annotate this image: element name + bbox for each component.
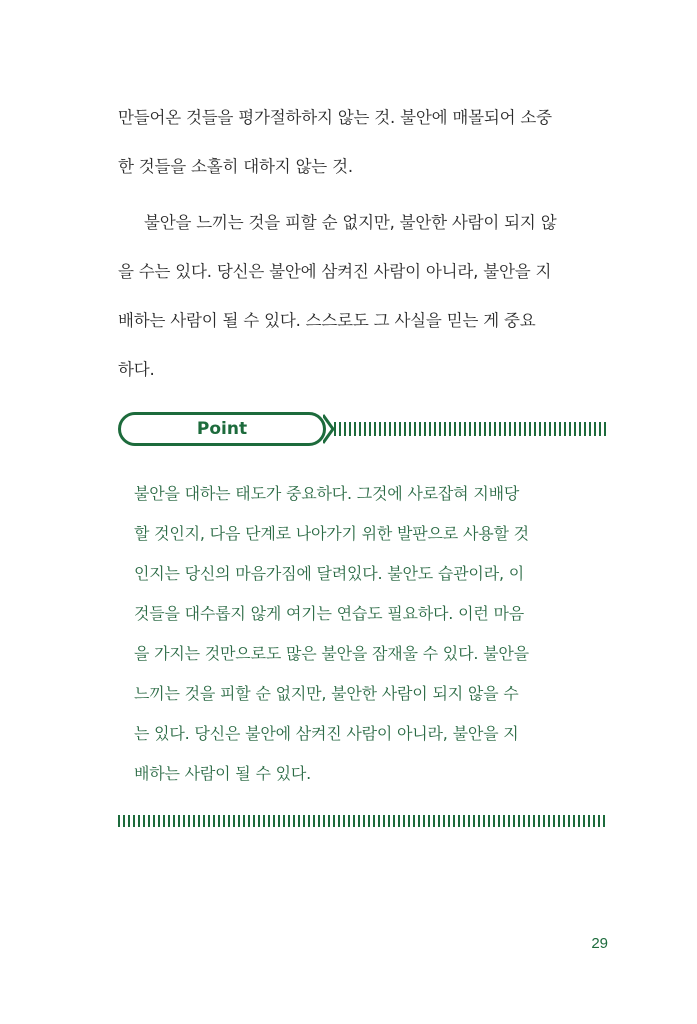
point-badge bbox=[118, 412, 326, 446]
point-line: 인지는 당신의 마음가짐에 달려있다. 불안도 습관이라, 이 bbox=[134, 564, 524, 583]
point-line: 을 가지는 것만으로도 많은 불안을 잠재울 수 있다. 불안을 bbox=[134, 644, 529, 663]
point-line: 는 있다. 당신은 불안에 삼켜진 사람이 아니라, 불안을 지 bbox=[134, 724, 519, 743]
text-line: 만들어온 것들을 평가절하하지 않는 것. 불안에 매몰되어 소중 bbox=[118, 108, 552, 127]
point-line: 것들을 대수롭지 않게 여기는 연습도 필요하다. 이런 마음 bbox=[134, 604, 524, 623]
point-header bbox=[118, 412, 608, 450]
paragraph-1 bbox=[118, 108, 608, 177]
page-number: 29 bbox=[591, 935, 608, 952]
text-line: 을 수는 있다. 당신은 불안에 삼켜진 사람이 아니라, 불안을 지 bbox=[118, 262, 552, 281]
divider-stripe-top bbox=[334, 422, 608, 436]
point-line: 배하는 사람이 될 수 있다. bbox=[134, 764, 311, 783]
divider-stripe-bottom bbox=[118, 815, 608, 827]
text-line: 배하는 사람이 될 수 있다. 스스로도 그 사실을 믿는 게 중요 bbox=[118, 311, 536, 330]
point-body bbox=[134, 484, 594, 784]
point-label: Point bbox=[196, 419, 248, 439]
point-line: 불안을 대하는 태도가 중요하다. 그것에 사로잡혀 지배당 bbox=[134, 484, 520, 503]
text-line: 불안을 느끼는 것을 피할 순 없지만, 불안한 사람이 되지 않 bbox=[144, 213, 557, 232]
text-line: 한 것들을 소홀히 대하지 않는 것. bbox=[118, 157, 353, 176]
paragraph-2 bbox=[118, 213, 608, 380]
point-line: 할 것인지, 다음 단계로 나아가기 위한 발판으로 사용할 것 bbox=[134, 524, 529, 543]
text-line: 하다. bbox=[118, 360, 155, 379]
point-line: 느끼는 것을 피할 순 없지만, 불안한 사람이 되지 않을 수 bbox=[134, 684, 519, 703]
